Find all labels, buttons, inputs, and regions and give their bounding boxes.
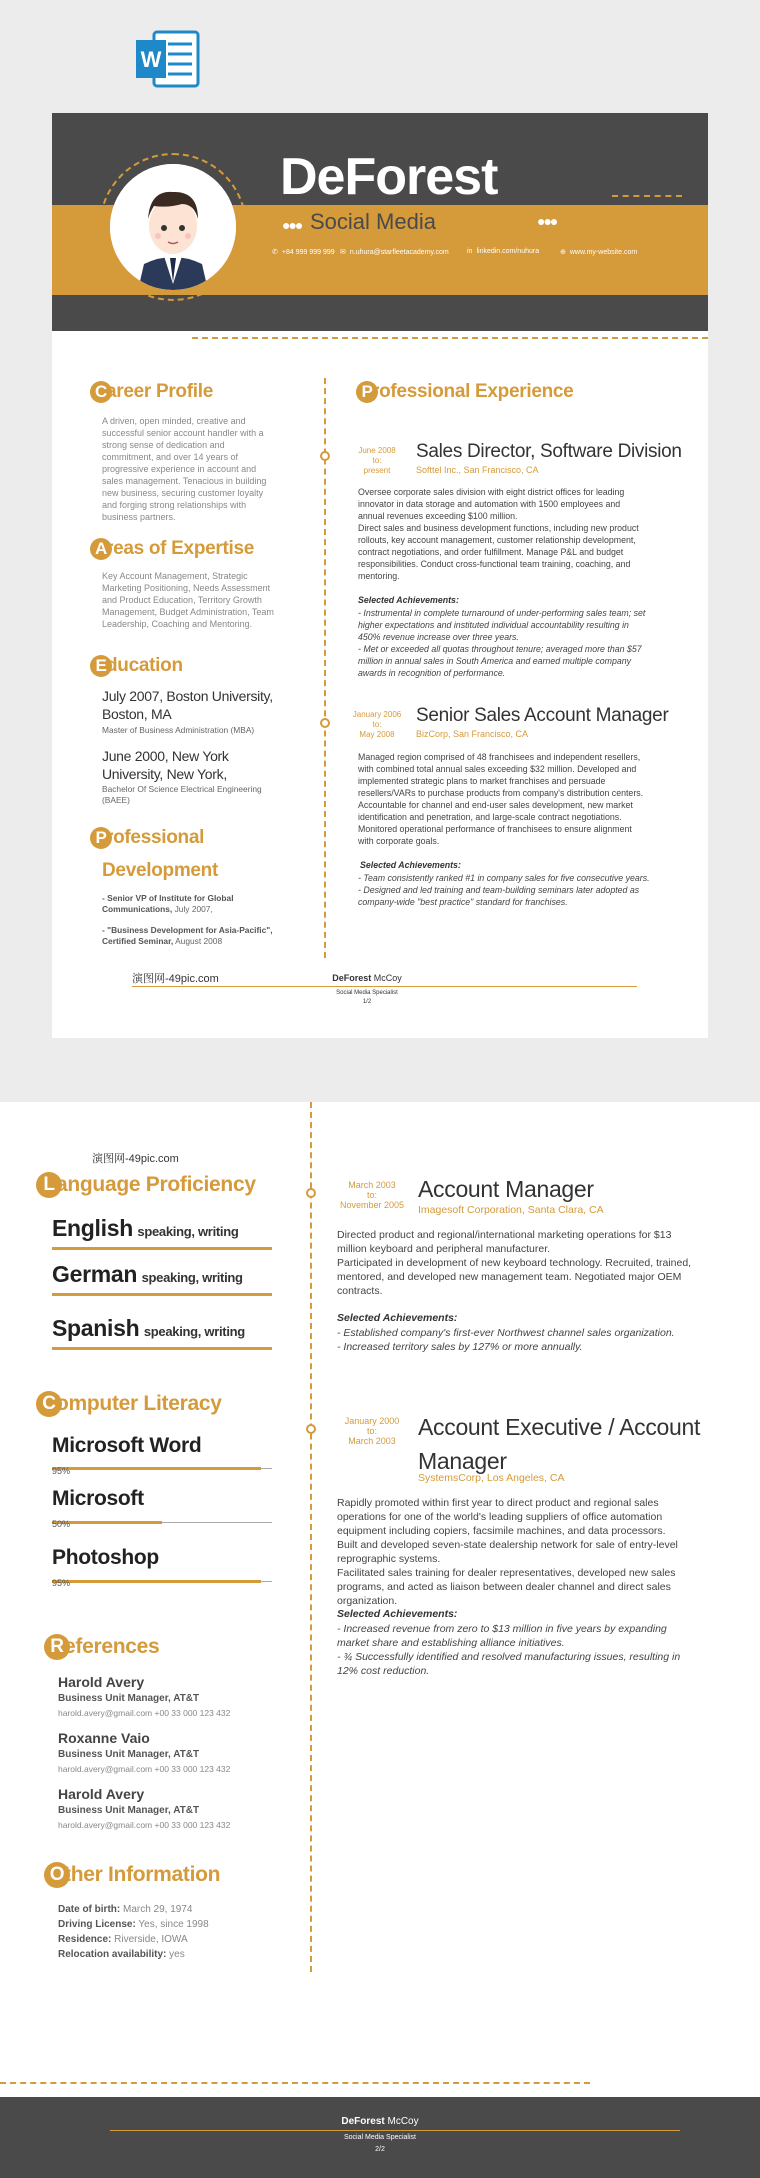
word-document-icon [134,30,200,88]
job-company: Softtel Inc., San Francisco, CA [416,465,539,475]
footer-rule [110,2130,680,2131]
timeline-dot [320,718,330,728]
info-item: Relocation availability: yes [58,1949,185,1960]
job-title: Sales Director, Software Division [416,441,682,462]
timeline-line [324,378,326,958]
timeline-dot [320,451,330,461]
education-degree: Bachelor Of Science Electrical Engineering (BAEE) [102,784,262,805]
reference-title: Business Unit Manager, AT&T [58,1693,200,1704]
header-under-dash [192,337,708,339]
avatar [110,164,236,290]
computer-heading: C omputer Literacy [36,1391,222,1417]
references-heading: R eferences [44,1634,159,1660]
other-info-heading: O ther Information [44,1862,220,1888]
info-item: Date of birth: March 29, 1974 [58,1904,193,1915]
skill-percent: 95% [52,1466,71,1476]
skill-name: Microsoft Word [52,1434,202,1457]
candidate-name: DeForest [280,148,498,206]
skill-bar [52,1467,261,1470]
education-heading: E ducation [90,655,183,677]
achievements-list: - Increased revenue from zero to $13 million in five years by expanding market share and establishing alliance initiatives. - ¾ Successfully identified and resolved manufacturing issues, resulting in 12% cost reduction. [337,1623,681,1677]
contact-phone: ✆ +84 999 999 999 [272,249,335,256]
resume-page-1 [52,113,708,1038]
timeline-dot [306,1188,316,1198]
reference-name: Harold Avery [58,1674,145,1690]
career-profile-text: A driven, open minded, creative and successful senior account handler with a strong sense of dedication and commitment, and over 14 years of progressive experience in account and sales management. Tenacious in building new business, securing customer loyalty and forging strong relationships with business partners. [102,416,267,522]
reference-name: Roxanne Vaio [58,1730,150,1746]
achievements-heading: Selected Achievements: [360,860,461,870]
candidate-title: Social Media [310,209,436,234]
skill-name: Photoshop [52,1546,159,1569]
reference-contact: harold.avery@gmail.com +00 33 000 123 432 [58,1708,231,1718]
skill-name: Microsoft [52,1487,144,1510]
skill-percent: 95% [52,1578,71,1588]
education-degree: Master of Business Administration (MBA) [102,725,255,735]
page-number: 2/2 [375,2146,385,2153]
job-date: June 2008 to: present [358,446,396,475]
contact-email[interactable]: ✉ n.uhura@starfleetacademy.com [340,249,449,256]
expertise-text: Key Account Management, Strategic Marketing Positioning, Needs Assessment and Product Education, Territory Growth Management, Budget Administration, Team Leadership, Coaching and Mentoring. [102,571,274,629]
job-description: Oversee corporate sales division with eight district offices for leading innovator in data storage and automation with 1500 employees and annual revenues exceeding $100 million. Direct sales and business development functions, including new product rollouts, key account management, customer relationship development, contract negotiations, and order fulfillment. Manage P&L and budget responsibilities. Conduct cross-functional team training, coaching, and mentoring. [358,487,639,581]
footer-name: DeForest McCoy [332,973,402,983]
info-item: Driving License: Yes, since 1998 [58,1919,209,1930]
contact-website[interactable]: ⊕ www.my-website.com [560,249,638,256]
footer-name: DeForest McCoy [341,2116,419,2127]
header-bottom-band [52,295,708,331]
page-number: 1/2 [362,999,372,1005]
experience-heading: P rofessional Experience [356,381,573,403]
achievements-heading: Selected Achievements: [358,595,459,605]
achievements-heading: Selected Achievements: [337,1608,458,1620]
prof-dev-heading-line2: Development [102,860,219,881]
contact-linkedin[interactable]: in linkedin.com/nuhura [467,248,540,255]
reference-contact: harold.avery@gmail.com +00 33 000 123 432 [58,1820,231,1830]
prof-dev-item: - Senior VP of Institute for Global Communications, July 2007, [102,893,234,914]
reference-title: Business Unit Manager, AT&T [58,1749,200,1760]
skill-bar [52,1580,261,1583]
reference-name: Harold Avery [58,1786,145,1802]
language-bar [52,1293,272,1296]
job-company: SystemsCorp, Los Angeles, CA [418,1472,565,1484]
prof-dev-item: - "Business Development for Asia-Pacific", Certified Seminar, August 2008 [102,925,273,946]
header-dash-line [612,195,682,197]
skill-percent: 50% [52,1519,71,1529]
job-date: March 2003 to: November 2005 [339,1180,405,1210]
info-item: Residence: Riverside, IOWA [58,1934,188,1945]
language-item: German speaking, writing [52,1261,243,1287]
language-item: Spanish speaking, writing [52,1315,245,1341]
language-item: English speaking, writing [52,1215,239,1241]
reference-title: Business Unit Manager, AT&T [58,1805,200,1816]
resume-page-2 [0,1102,760,2178]
job-title: Senior Sales Account Manager [416,705,669,726]
education-title: July 2007, Boston University, Boston, MA [102,688,273,722]
job-company: BizCorp, San Francisco, CA [416,729,529,739]
other-info-list [58,1902,278,1962]
language-bar [52,1247,272,1250]
watermark-text: 演图网-49pic.com [92,1153,179,1165]
language-heading: L anguage Proficiency [36,1172,256,1198]
timeline-line [310,1102,312,1972]
footer-subtitle: Social Media Specialist [336,990,398,996]
career-profile-heading: C areer Profile [90,381,213,403]
prof-dev-heading: P rofessional [90,827,204,849]
timeline-dot [306,1424,316,1434]
job-description: Rapidly promoted within first year to direct product and regional sales operations for one of the world's leading suppliers of office automation equipment including copiers, facsimile machines, and data processors. Built and developed seven-state dealership network for sale of entry-level reprographic systems. Facilitated sales training for dealer representatives, developed new sales programs, and acted as liaison between dealer channel and direct sales organization. [337,1497,678,1607]
achievements-heading: Selected Achievements: [337,1312,458,1324]
footer-dash-line [0,2082,590,2084]
language-bar [52,1347,272,1350]
watermark-text: 演图网-49pic.com [132,973,219,985]
footer-subtitle: Social Media Specialist [344,2134,416,2141]
decor-dots: ●●● [282,217,302,233]
job-title: Account Executive / Account Manager [418,1414,701,1474]
job-description: Managed region comprised of 48 franchisees and independent resellers, with combined total annual sales exceeding $32 million. Developed and implemented strategic plans to market franchises and persuade resellers/VARs to purchase products from company's distribution centers. Accountable for channel and end-user sales development, new market identification and penetration, and large-scale contract negotiations. Monitored operational performance of franchisees to ensure alignment with corporate goals. [358,752,644,846]
footer-rule [132,986,637,987]
decor-dots: ●●● [537,213,557,229]
achievements-list: - Instrumental in complete turnaround of under-performing sales team; set higher expectations and instituted individual accountability resulting in 450% revenue increase over three years. - Met or exceeded all quotas throughout tenure; averaged more than $57 million in annual sales in South America and earned multiple company awards in recognition of performance. [358,608,646,678]
job-date: January 2006 to: May 2008 [352,710,402,739]
svg-text:W: W [140,47,162,72]
job-date: January 2000 to: March 2003 [344,1416,400,1446]
achievements-list: - Team consistently ranked #1 in company sales for five consecutive years. - Designed and led training and team-building seminars later adopted as company-wide "best practice" standard for franchises. [358,873,650,907]
education-title: June 2000, New York University, New York, [102,748,229,782]
achievements-list: - Established company's first-ever Northwest channel sales organization. - Increased territory sales by 127% or more annually. [337,1327,675,1353]
job-company: Imagesoft Corporation, Santa Clara, CA [418,1204,604,1216]
reference-contact: harold.avery@gmail.com +00 33 000 123 432 [58,1764,231,1774]
job-description: Directed product and regional/international marketing operations for $13 million keyboard and peripheral manufacturer. Participated in development of new keyboard technology. Recruited, trained, mentored, and developed new management team. Negotiated major OEM contracts. [337,1229,692,1297]
expertise-heading: A reas of Expertise [90,538,254,560]
job-title: Account Manager [418,1176,594,1202]
